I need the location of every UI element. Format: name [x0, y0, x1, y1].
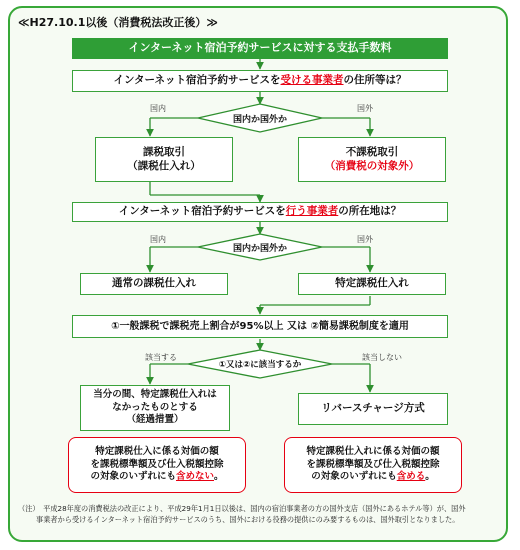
- taxable-transaction-box: [95, 137, 233, 182]
- result-include-line3: の対象のいずれにも: [311, 471, 397, 483]
- branch-3-right-label: 該当しない: [362, 353, 402, 362]
- transitional-measure-line3: （経過措置）: [126, 414, 184, 426]
- question-1-suffix: の住所等は？: [343, 74, 407, 87]
- question-1-box: [72, 70, 448, 92]
- branch-1-left-label: 国内: [150, 104, 166, 113]
- taxable-transaction-sub: （課税仕入れ）: [127, 159, 201, 172]
- reverse-charge-box: リバースチャージ方式: [298, 393, 448, 425]
- question-2-text: インターネット宿泊予約サービスを: [118, 205, 286, 218]
- result-include-period: 。: [425, 471, 435, 483]
- non-taxable-transaction-sub: （消費税の対象外）: [324, 159, 420, 172]
- question-1-text: インターネット宿泊予約サービスを: [113, 74, 281, 87]
- diamond-3-label: ①又は②に該当するか: [218, 360, 302, 370]
- branch-1-right-label: 国外: [357, 104, 373, 113]
- page-title: ≪H27.10.1以後（消費税法改正後）≫: [18, 16, 218, 29]
- branch-2-right-label: 国外: [357, 235, 373, 244]
- result-exclude-highlight: 含めない: [175, 471, 214, 483]
- question-3-box: ①一般課税で課税売上割合が95%以上 又は ②簡易課税制度を適用: [72, 315, 448, 338]
- result-include-line2: を課税標準額及び仕入税額控除: [306, 458, 440, 470]
- transitional-measure-box: [80, 385, 230, 431]
- question-2-box: [72, 202, 448, 222]
- non-taxable-transaction-box: [298, 137, 446, 182]
- result-exclude-line2: を課税標準額及び仕入税額控除: [90, 458, 224, 470]
- non-taxable-transaction-title: 不課税取引: [345, 145, 399, 158]
- specified-taxable-purchase-box: 特定課税仕入れ: [298, 273, 446, 295]
- result-include-line1: 特定課税仕入れに係る対価の額: [306, 446, 440, 458]
- diamond-2-label: 国内か国外か: [232, 244, 287, 254]
- branch-2-left-label: 国内: [150, 235, 166, 244]
- question-2-suffix: の所在地は？: [338, 205, 402, 218]
- result-include-highlight: 含める: [396, 471, 426, 483]
- branch-3-left-label: 該当する: [145, 353, 177, 362]
- footnote-line1: （注） 平成28年度の消費税法の改正により、平成29年1月1日以後は、国内の宿泊事業者の方の国外支店（国外にあるホテル等）が、国外: [18, 504, 466, 513]
- footnote: [18, 503, 504, 525]
- result-exclude-line3: の対象のいずれにも: [90, 471, 176, 483]
- question-1-highlight: 受ける事業者: [280, 74, 344, 87]
- result-exclude-period: 。: [214, 471, 224, 483]
- result-exclude-line1: 特定課税仕入に係る対価の額: [95, 446, 219, 458]
- question-2-highlight: 行う事業者: [285, 205, 339, 218]
- result-exclude-box: [68, 437, 246, 493]
- diamond-1-label: 国内か国外か: [232, 115, 287, 125]
- transitional-measure-line1: 当分の間、特定課税仕入れは: [93, 389, 217, 401]
- result-include-box: [284, 437, 462, 493]
- normal-taxable-purchase-box: 通常の課税仕入れ: [80, 273, 228, 295]
- header-box: インターネット宿泊予約サービスに対する支払手数料: [72, 38, 448, 59]
- taxable-transaction-title: 課税取引: [143, 145, 185, 158]
- transitional-measure-line2: なかったものとする: [112, 401, 198, 413]
- footnote-line2: 事業者から受けるインターネット宿泊予約サービスのうち、国外における役務の提供にのみ要するものは、国外取引となりました。: [36, 515, 460, 525]
